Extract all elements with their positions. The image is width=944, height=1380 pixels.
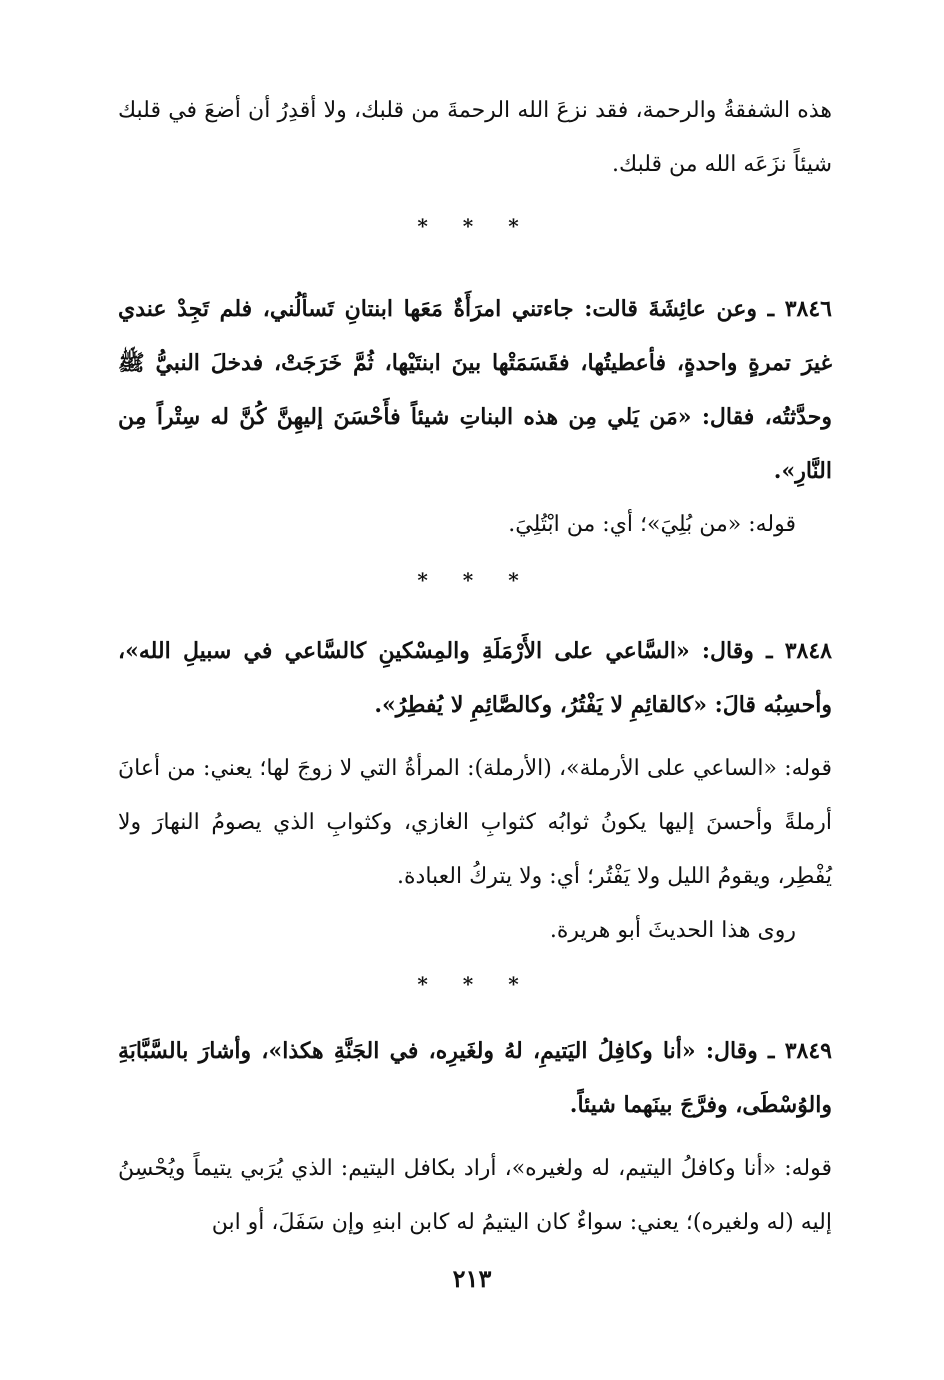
commentary-3849: قوله: «أنا وكافلُ اليتيم، له ولغيره»، أراد بكافل اليتيم: الذي يُرَبي يتيماً ويُحْسِنُ إليه (له ولغيره)؛ يعني: سواءٌ كان اليتيمُ له كابن ابنهِ وإن سَفَلَ، أو ابن [118,1156,832,1235]
section-separator: * * * [417,972,533,996]
spacer [118,732,832,742]
page-number: ٢١٣ [452,1264,492,1293]
narrator-note: روى هذا الحديثَ أبو هريرة. [549,918,796,943]
commentary-3846: قوله: «من بُلِيَ»؛ أي: من ابْتُلِيَ. [508,512,796,537]
paragraph-continuation: هذه الشفقةُ والرحمة، فقد نزعَ الله الرحمةَ من قلبك، ولا أقدِرُ أن أضعَ في قلبك شيئاً نزَعَه الله من قلبك. [118,98,832,177]
page-body [118,84,832,1250]
hadith-3848: ٣٨٤٨ ـ وقال: «السَّاعي على الأَرْمَلَةِ والمِسْكينِ كالسَّاعي في سبيلِ الله»، وأحسِبُه قالَ: «كالقائِمِ لا يَفْتُرُ، وكالصَّائِمِ لا يُفطِرُ». [118,638,832,718]
commentary-3848: قوله: «الساعي على الأرملة»، (الأرملة): المرأةُ التي لا زوجَ لها؛ يعني: من أعانَ أرملةً وأحسنَ إليها يكونُ ثوابُه كثوابِ الغازي، وكثوابِ الذي يصومُ النهارَ ولا يُفْطِر، ويقومُ الليل ولا يَفْتُر؛ أي: ولا يتركُ العبادة. [118,756,832,889]
section-separator: * * * [417,214,533,238]
spacer [118,1132,832,1142]
hadith-3846: ٣٨٤٦ ـ وعن عائِشَةَ قالت: جاءتني امرَأَةٌ مَعَها ابنتانِ تَسألُني، فلم تَجِدْ عندي غيرَ تمرةٍ واحدةٍ، فأعطيتُها، فقَسَمَتْها بينَ ابنتَيْها، ثُمَّ خَرَجَتْ، فدخلَ النبيُّ ﷺ وحدَّثتُه، فقال: «مَن يَلي مِن هذه البناتِ شيئاً فأَحْسَنَ إليهِنَّ كُنَّ له سِتْراً مِن النَّارِ». [118,296,832,484]
hadith-3849: ٣٨٤٩ ـ وقال: «أنا وكافِلُ اليَتيمِ، لهُ ولغَيرِه، في الجَنَّةِ هكذا»، وأشارَ بالسَّبَّابَةِ والوُسْطَى، وفرَّجَ بينَهما شيئاً. [118,1038,832,1118]
section-separator: * * * [417,568,533,592]
